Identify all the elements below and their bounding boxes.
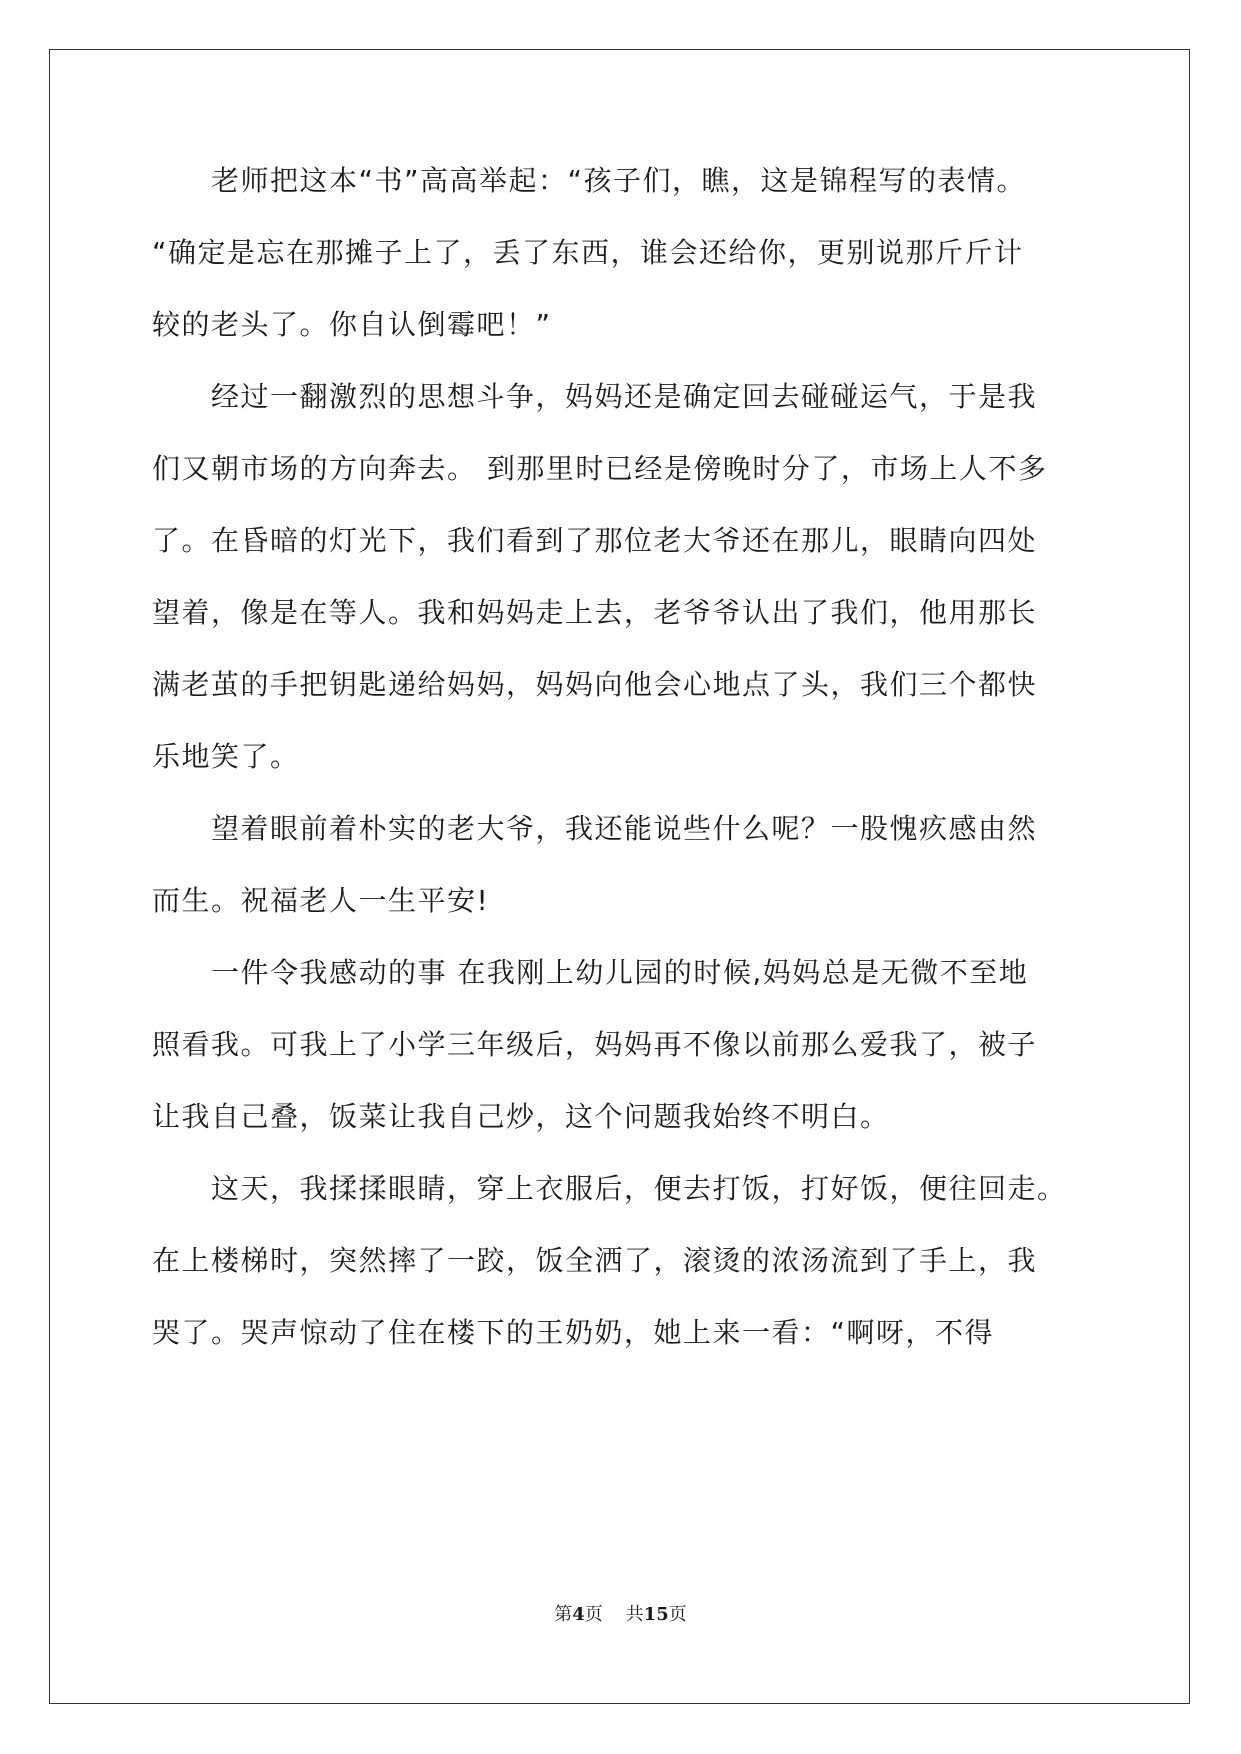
text-line: 望着眼前着朴实的老大爷，我还能说些什么呢？一股愧疚感由然 [152,812,1038,845]
text-line: 照看我。可我上了小学三年级后，妈妈再不像以前那么爱我了，被子 [152,1028,1038,1061]
text-line: 而生。祝福老人一生平安! [152,884,490,917]
text-line: 一件令我感动的事 在我刚上幼儿园的时候,妈妈总是无微不至地 [152,956,1029,989]
footer-page-suffix: 页 [584,1604,603,1625]
text-line: 了。在昏暗的灯光下，我们看到了那位老大爷还在那儿，眼睛向四处 [152,524,1038,557]
text-line: 较的老头了。你自认倒霉吧！” [152,308,552,341]
text-line: 乐地笑了。 [152,740,300,773]
page-border [49,49,1190,1704]
page-footer [0,1600,1241,1626]
text-line: 这天，我揉揉眼睛，穿上衣服后，便去打饭，打好饭，便往回走。 [152,1172,1067,1205]
text-line: 们又朝市场的方向奔去。 到那里时已经是傍晚时分了，市场上人不多 [152,452,1048,485]
text-line: 经过一翻激烈的思想斗争，妈妈还是确定回去碰碰运气，于是我 [152,380,1038,413]
footer-page-number: 4 [572,1604,585,1625]
text-line: 满老茧的手把钥匙递给妈妈，妈妈向他会心地点了头，我们三个都快 [152,668,1038,701]
text-line: 在上楼梯时，突然摔了一跤，饭全洒了，滚烫的浓汤流到了手上，我 [152,1244,1038,1277]
footer-total-pages: 15 [643,1604,669,1625]
footer-total-suffix: 页 [668,1604,687,1625]
text-line: 让我自己叠，饭菜让我自己炒，这个问题我始终不明白。 [152,1100,890,1133]
text-line: 哭了。哭声惊动了住在楼下的王奶奶，她上来一看：“啊呀，不得 [152,1316,995,1349]
footer-total-prefix: 共 [625,1604,644,1625]
text-line: “确定是忘在那摊子上了，丢了东西，谁会还给你，更别说那斤斤计 [152,236,1024,269]
footer-page-prefix: 第 [554,1604,573,1625]
text-line: 望着，像是在等人。我和妈妈走上去，老爷爷认出了我们，他用那长 [152,596,1038,629]
text-line: 老师把这本“书”高高举起：“孩子们，瞧，这是锦程写的表情。 [152,164,1027,197]
